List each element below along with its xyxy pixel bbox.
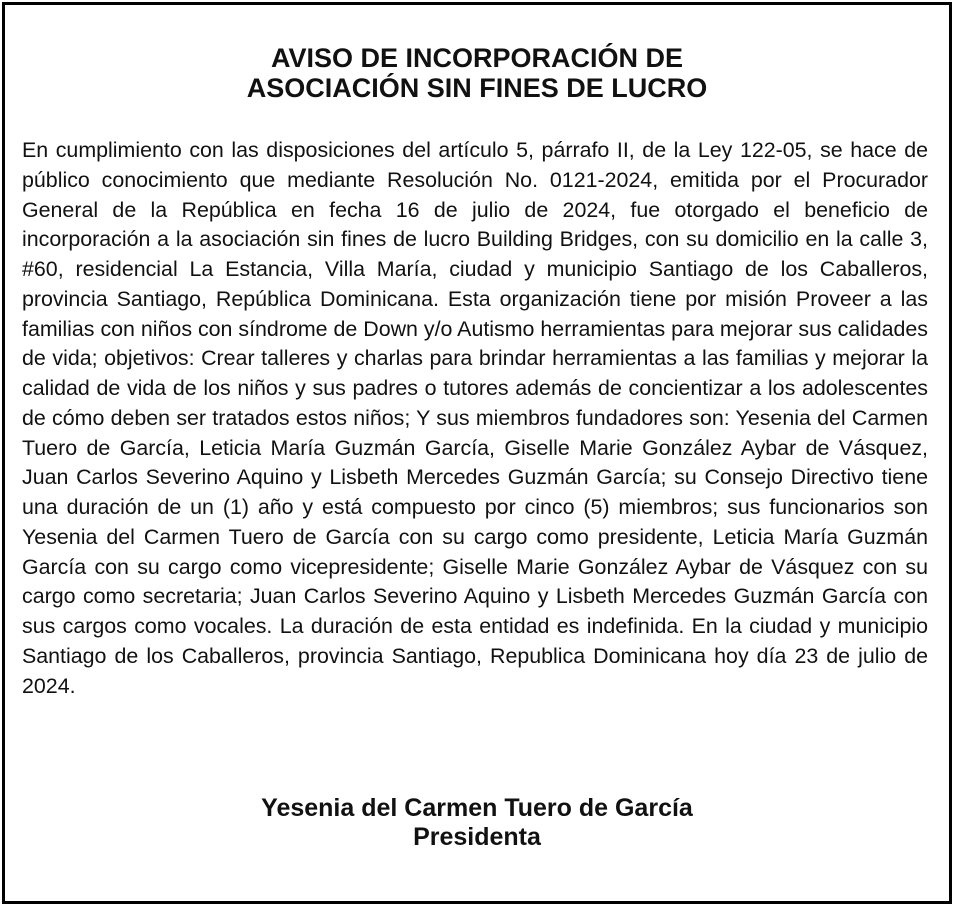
signature-block <box>5 794 949 852</box>
notice-title <box>5 43 949 103</box>
notice-title-line-1: AVISO DE INCORPORACIÓN DE <box>270 43 684 73</box>
notice-frame <box>2 2 952 904</box>
signature-role: Presidenta <box>413 823 541 851</box>
signature-name: Yesenia del Carmen Tuero de García <box>261 794 693 822</box>
notice-title-line-2: ASOCIACIÓN SIN FINES DE LUCRO <box>246 73 708 103</box>
notice-body-paragraph: En cumplimiento con las disposiciones del artículo 5, párrafo II, de la Ley 122-05, se hace de público conocimiento que mediante Resolución No. 0121-2024, emitida por el Procurador General de la República en fecha 16 de julio de 2024, fue otorgado el beneficio de incorporación a la asociación sin fines de lucro Building Bridges, con su domicilio en la calle 3, #60, residencial La Estancia, Villa María, ciudad y municipio Santiago de los Caballeros, provincia Santiago, República Dominicana. Esta organización tiene por misión Proveer a las familias con niños con síndrome de Down y/o Autismo herramientas para mejorar sus calidades de vida; objetivos: Crear talleres y charlas para brindar herramientas a las familias y mejorar la calidad de vida de los niños y sus padres o tutores además de concientizar a los adolescentes de cómo deben ser tratados estos niños; Y sus miembros fundadores son: Yesenia del Carmen Tuero de García, Leticia María Guzmán García, Giselle Marie González Aybar de Vásquez, Juan Carlos Severino Aquino y Lisbeth Mercedes Guzmán García; su Consejo Directivo tiene una duración de un (1) año y está compuesto por cinco (5) miembros; sus funcionarios son Yesenia del Carmen Tuero de García con su cargo como presidente, Leticia María Guzmán García con su cargo como vicepresidente; Giselle Marie González Aybar de Vásquez con su cargo como secretaria; Juan Carlos Severino Aquino y Lisbeth Mercedes Guzmán García con sus cargos como vocales. La duración de esta entidad es indefinida. En la ciudad y municipio Santiago de los Caballeros, provincia Santiago, Republica Dominicana hoy día 23 de julio de 2024. <box>22 138 928 698</box>
